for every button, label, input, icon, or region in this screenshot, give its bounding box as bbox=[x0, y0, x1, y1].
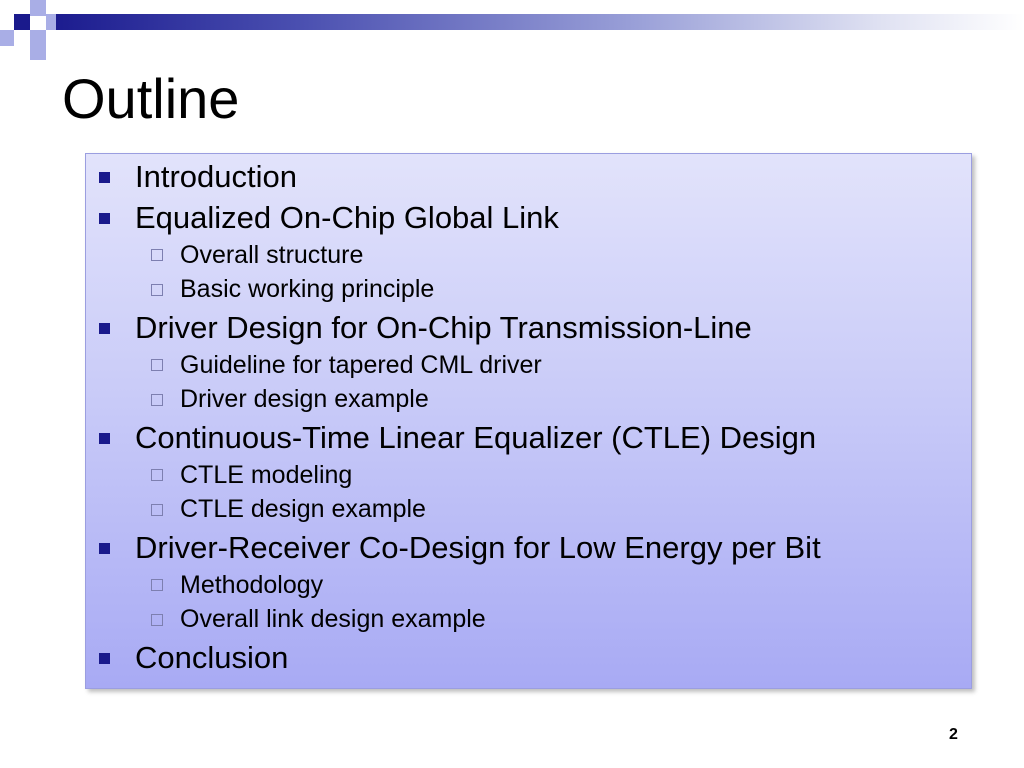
hollow-square-bullet-icon bbox=[151, 504, 163, 516]
slide-title: Outline bbox=[62, 67, 240, 130]
hollow-square-bullet-icon bbox=[151, 614, 163, 626]
corner-square-decoration bbox=[30, 30, 46, 46]
outline-item-label: Driver Design for On-Chip Transmission-Line bbox=[135, 309, 752, 345]
outline-subitem-label: Overall link design example bbox=[180, 605, 486, 634]
outline-content-box bbox=[85, 153, 972, 689]
title-gradient-bar bbox=[56, 14, 1024, 30]
square-bullet-icon bbox=[99, 653, 110, 664]
outline-item-label: Conclusion bbox=[135, 639, 289, 675]
hollow-square-bullet-icon bbox=[151, 469, 163, 481]
corner-square-decoration bbox=[14, 14, 30, 30]
outline-subitem-label: Guideline for tapered CML driver bbox=[180, 350, 542, 379]
hollow-square-bullet-icon bbox=[151, 394, 163, 406]
page-number: 2 bbox=[949, 726, 958, 743]
outline-item-label: Continuous-Time Linear Equalizer (CTLE) Design bbox=[135, 419, 817, 455]
outline-subitem-label: CTLE modeling bbox=[180, 460, 353, 489]
square-bullet-icon bbox=[99, 323, 110, 334]
corner-square-decoration bbox=[0, 30, 14, 46]
outline-item-label: Equalized On-Chip Global Link bbox=[135, 199, 559, 235]
outline-subitem-label: Methodology bbox=[180, 570, 324, 599]
square-bullet-icon bbox=[99, 543, 110, 554]
hollow-square-bullet-icon bbox=[151, 579, 163, 591]
corner-square-decoration bbox=[46, 14, 56, 30]
square-bullet-icon bbox=[99, 213, 110, 224]
outline-item-label: Introduction bbox=[135, 158, 297, 194]
hollow-square-bullet-icon bbox=[151, 284, 163, 296]
corner-square-decoration bbox=[30, 46, 46, 60]
hollow-square-bullet-icon bbox=[151, 249, 163, 261]
square-bullet-icon bbox=[99, 172, 110, 183]
hollow-square-bullet-icon bbox=[151, 359, 163, 371]
outline-subitem-label: Overall structure bbox=[180, 240, 364, 269]
outline-subitem-label: Basic working principle bbox=[180, 275, 435, 304]
outline-subitem-label: CTLE design example bbox=[180, 495, 426, 524]
corner-square-decoration bbox=[30, 0, 46, 16]
outline-subitem-label: Driver design example bbox=[180, 385, 429, 414]
outline-item-label: Driver-Receiver Co-Design for Low Energy per Bit bbox=[135, 529, 821, 565]
square-bullet-icon bbox=[99, 433, 110, 444]
